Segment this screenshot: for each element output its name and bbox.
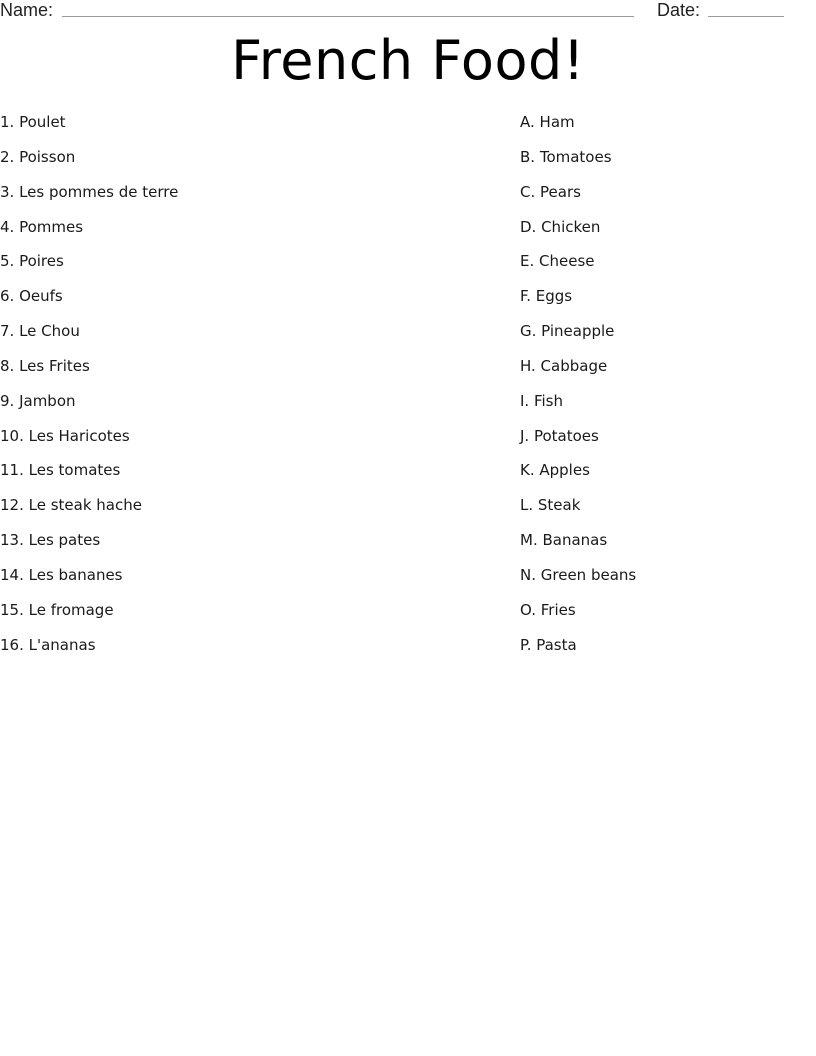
english-term: P. Pasta: [520, 635, 577, 654]
english-term: M. Bananas: [520, 531, 608, 550]
french-term: 9. Jambon: [0, 391, 76, 410]
name-label: Name:: [0, 0, 54, 20]
english-term: E. Cheese: [520, 252, 595, 271]
english-term: L. Steak: [520, 496, 581, 515]
english-term: F. Eggs: [520, 287, 573, 306]
french-term: 7. Le Chou: [0, 322, 80, 341]
french-term: 13. Les pates: [0, 531, 101, 550]
english-term: H. Cabbage: [520, 356, 608, 375]
name-blank-line: [62, 16, 634, 17]
english-term: D. Chicken: [520, 217, 601, 236]
english-term: O. Fries: [520, 600, 576, 619]
date-label: Date:: [657, 0, 701, 20]
english-term: B. Tomatoes: [520, 147, 612, 166]
french-term: 1. Poulet: [0, 113, 66, 131]
worksheet-title: French Food!: [231, 29, 585, 92]
english-term: I. Fish: [520, 391, 563, 410]
worksheet-header: [0, 0, 816, 24]
english-term: K. Apples: [520, 461, 590, 480]
french-term: 3. Les pommes de terre: [0, 182, 179, 201]
french-term: 14. Les bananes: [0, 565, 123, 584]
english-term: N. Green beans: [520, 565, 637, 584]
date-blank-line: [708, 16, 784, 17]
french-term: 6. Oeufs: [0, 287, 63, 306]
french-term: 15. Le fromage: [0, 600, 114, 619]
english-terms-list: [520, 112, 810, 670]
english-term: A. Ham: [520, 113, 575, 131]
french-term: 10. Les Haricotes: [0, 426, 130, 445]
french-term: 2. Poisson: [0, 147, 76, 166]
french-term: 5. Poires: [0, 252, 64, 271]
english-term: J. Potatoes: [520, 426, 599, 445]
english-term: C. Pears: [520, 182, 581, 201]
french-terms-list: [0, 112, 480, 670]
french-term: 16. L'ananas: [0, 635, 96, 654]
french-term: 8. Les Frites: [0, 356, 90, 375]
french-term: 11. Les tomates: [0, 461, 121, 480]
french-term: 4. Pommes: [0, 217, 84, 236]
french-term: 12. Le steak hache: [0, 496, 142, 515]
english-term: G. Pineapple: [520, 322, 615, 341]
